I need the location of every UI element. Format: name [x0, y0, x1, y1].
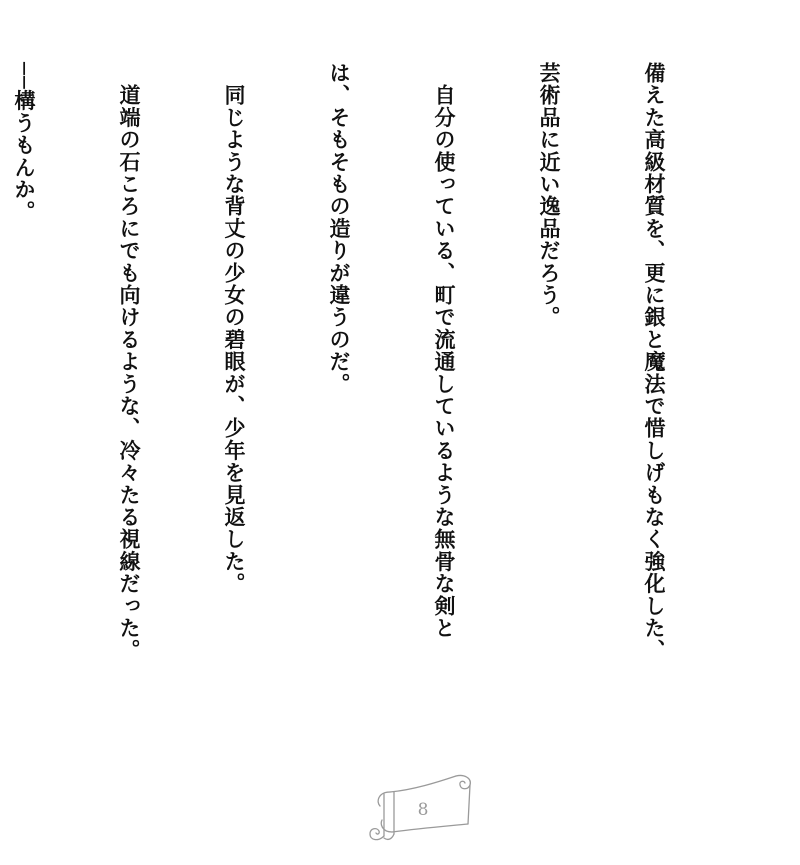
text-line: は、そもそもの造りが違うのだ。 [327, 62, 352, 395]
text-line: 道端の石ころにでも向けるような、冷々たる視線だった。 [117, 62, 142, 662]
text-line: 備えた高級材質を、更に銀と魔法で惜しげもなく強化した、 [642, 62, 667, 662]
text-line: 自分の使っている、町で流通しているような無骨な剣と [432, 62, 457, 640]
page-number: 8 [417, 800, 429, 820]
text-line: 同じような背丈の少女の碧眼が、少年を見返した。 [222, 62, 247, 595]
text-line: 芸術品に近い逸品だろう。 [537, 62, 562, 329]
vertical-text-body [12, 62, 742, 762]
text-line: ──構うもんか。 [12, 62, 37, 223]
page-number-scroll [368, 772, 478, 844]
